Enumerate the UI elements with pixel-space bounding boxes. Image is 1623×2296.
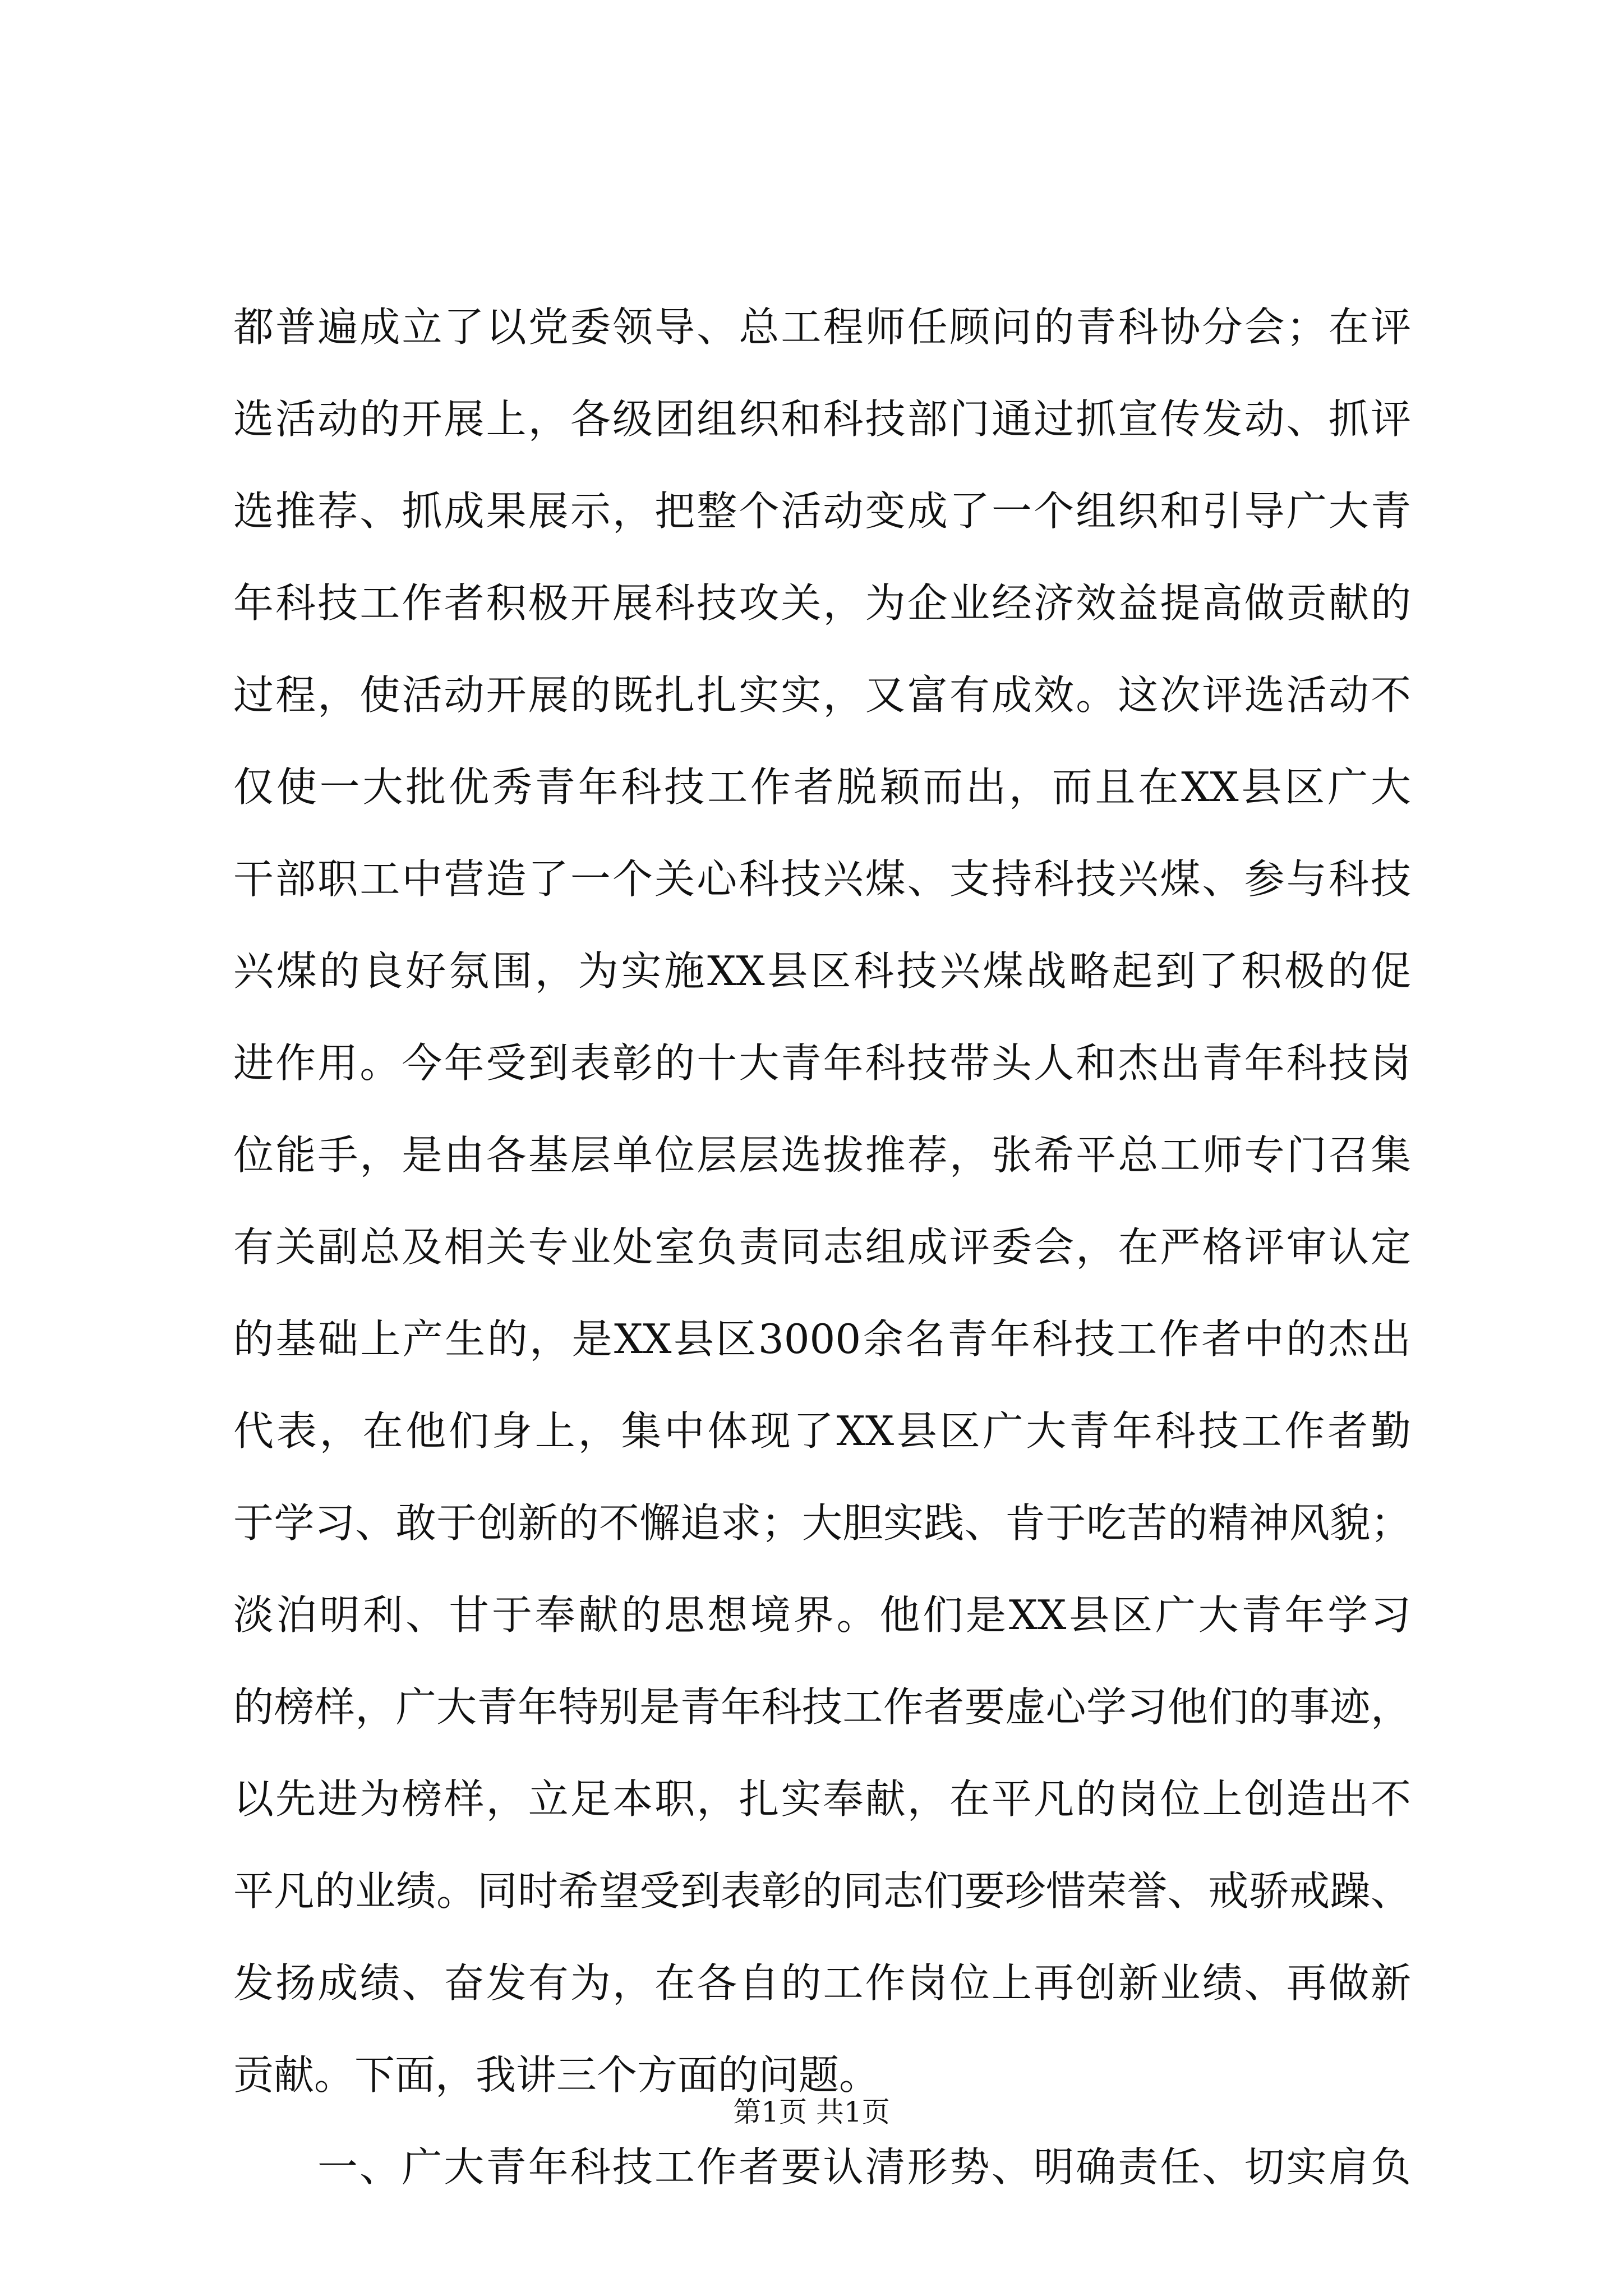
text-line: 年科技工作者积极开展科技攻关，为企业经济效益提高做贡献的: [233, 579, 1411, 627]
text-line: 发扬成绩、奋发有为，在各自的工作岗位上再创新业绩、再做新: [233, 1959, 1411, 2007]
section-heading-line: 一、广大青年科技工作者要认清形势、明确责任、切实肩负: [317, 2143, 1411, 2191]
text-line: 仅使一大批优秀青年科技工作者脱颖而出，而且在XX县区广大: [233, 763, 1411, 811]
text-line: 都普遍成立了以党委领导、总工程师任顾问的青科协分会；在评: [233, 303, 1411, 351]
body-text: [233, 300, 1411, 2232]
text-line: 有关副总及相关专业处室负责同志组成评委会，在严格评审认定: [233, 1223, 1411, 1271]
text-line: 平凡的业绩。同时希望受到表彰的同志们要珍惜荣誉、戒骄戒躁、: [233, 1867, 1411, 1915]
text-line: 选推荐、抓成果展示，把整个活动变成了一个组织和引导广大青: [233, 487, 1411, 535]
text-line: 于学习、敢于创新的不懈追求；大胆实践、肯于吃苦的精神风貌；: [233, 1499, 1411, 1547]
text-line: 位能手，是由各基层单位层层选拔推荐，张希平总工师专门召集: [233, 1131, 1411, 1179]
text-line: 兴煤的良好氛围，为实施XX县区科技兴煤战略起到了积极的促: [233, 947, 1411, 995]
text-line: 的榜样，广大青年特别是青年科技工作者要虚心学习他们的事迹，: [233, 1683, 1411, 1731]
text-line: 选活动的开展上，各级团组织和科技部门通过抓宣传发动、抓评: [233, 395, 1411, 443]
text-line: 干部职工中营造了一个关心科技兴煤、支持科技兴煤、参与科技: [233, 855, 1411, 903]
text-line: 淡泊明利、甘于奉献的思想境界。他们是XX县区广大青年学习: [233, 1591, 1411, 1639]
text-line: 以先进为榜样，立足本职，扎实奉献，在平凡的岗位上创造出不: [233, 1775, 1411, 1823]
page-footer: 第1页 共1页: [733, 2096, 890, 2128]
text-line: 代表，在他们身上，集中体现了XX县区广大青年科技工作者勤: [233, 1407, 1411, 1455]
text-line: 贡献。下面，我讲三个方面的问题。: [233, 2051, 880, 2099]
text-line: 的基础上产生的，是XX县区3000余名青年科技工作者中的杰出: [233, 1315, 1411, 1363]
text-line: 进作用。今年受到表彰的十大青年科技带头人和杰出青年科技岗: [233, 1039, 1411, 1087]
text-line: 过程，使活动开展的既扎扎实实，又富有成效。这次评选活动不: [233, 671, 1411, 719]
